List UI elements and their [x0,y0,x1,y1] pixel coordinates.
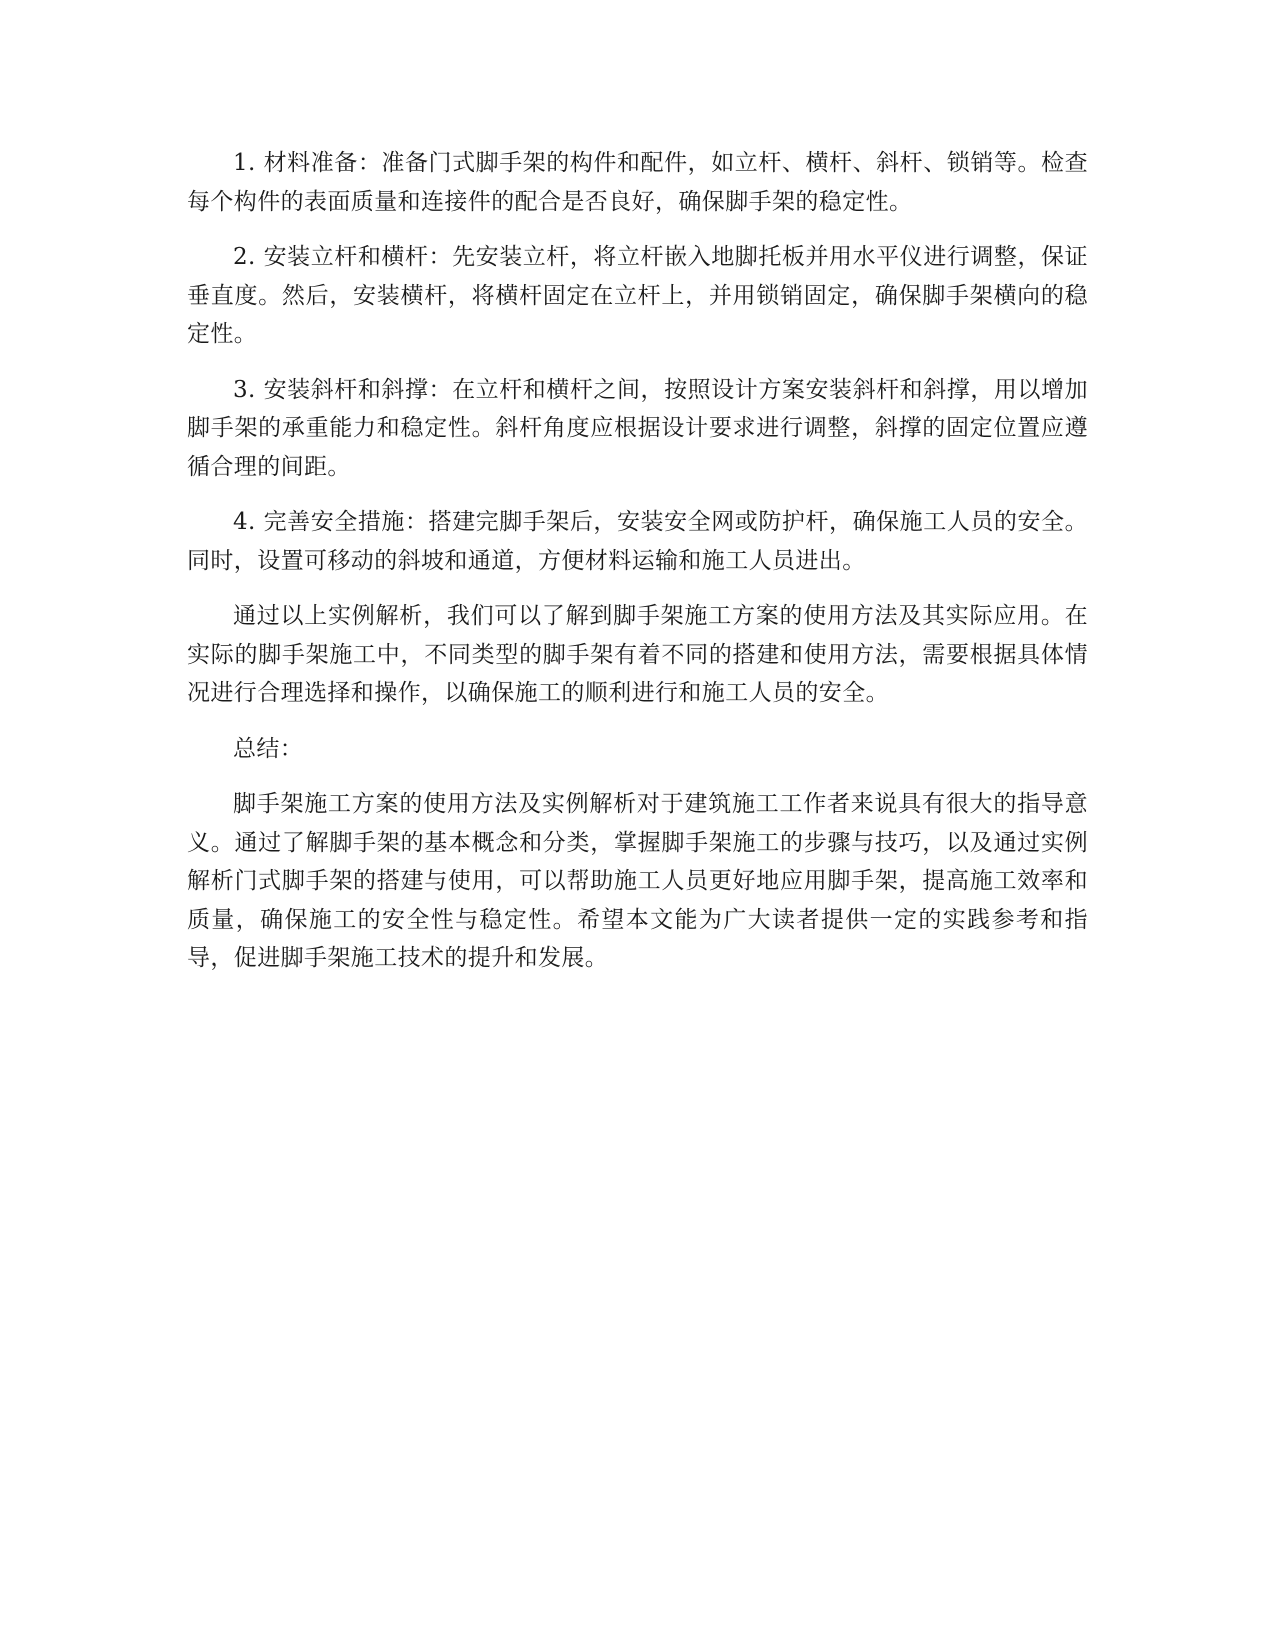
step-1-paragraph: 1. 材料准备：准备门式脚手架的构件和配件，如立杆、横杆、斜杆、锁销等。检查每个构件的表面质量和连接件的配合是否良好，确保脚手架的稳定性。 [187,150,1088,215]
step-4-paragraph: 4. 完善安全措施：搭建完脚手架后，安装安全网或防护杆，确保施工人员的安全。同时，设置可移动的斜坡和通道，方便材料运输和施工人员进出。 [187,509,1088,574]
summary-paragraph: 脚手架施工方案的使用方法及实例解析对于建筑施工工作者来说具有很大的指导意义。通过了解脚手架的基本概念和分类，掌握脚手架施工的步骤与技巧，以及通过实例解析门式脚手架的搭建与使用，可以帮助施工人员更好地应用脚手架，提高施工效率和质量，确保施工的安全性与稳定性。希望本文能为广大读者提供一定的实践参考和指导，促进脚手架施工技术的提升和发展。 [187,791,1088,971]
analysis-paragraph: 通过以上实例解析，我们可以了解到脚手架施工方案的使用方法及其实际应用。在实际的脚手架施工中，不同类型的脚手架有着不同的搭建和使用方法，需要根据具体情况进行合理选择和操作，以确保施工的顺利进行和施工人员的安全。 [187,603,1088,706]
summary-heading: 总结： [233,735,304,762]
document-body [187,144,1088,995]
step-3-paragraph: 3. 安装斜杆和斜撑：在立杆和横杆之间，按照设计方案安装斜杆和斜撑，用以增加脚手架的承重能力和稳定性。斜杆角度应根据设计要求进行调整，斜撑的固定位置应遵循合理的间距。 [187,376,1088,480]
step-2-paragraph: 2. 安装立杆和横杆：先安装立杆，将立杆嵌入地脚托板并用水平仪进行调整，保证垂直度。然后，安装横杆，将横杆固定在立杆上，并用锁销固定，确保脚手架横向的稳定性。 [187,244,1088,347]
